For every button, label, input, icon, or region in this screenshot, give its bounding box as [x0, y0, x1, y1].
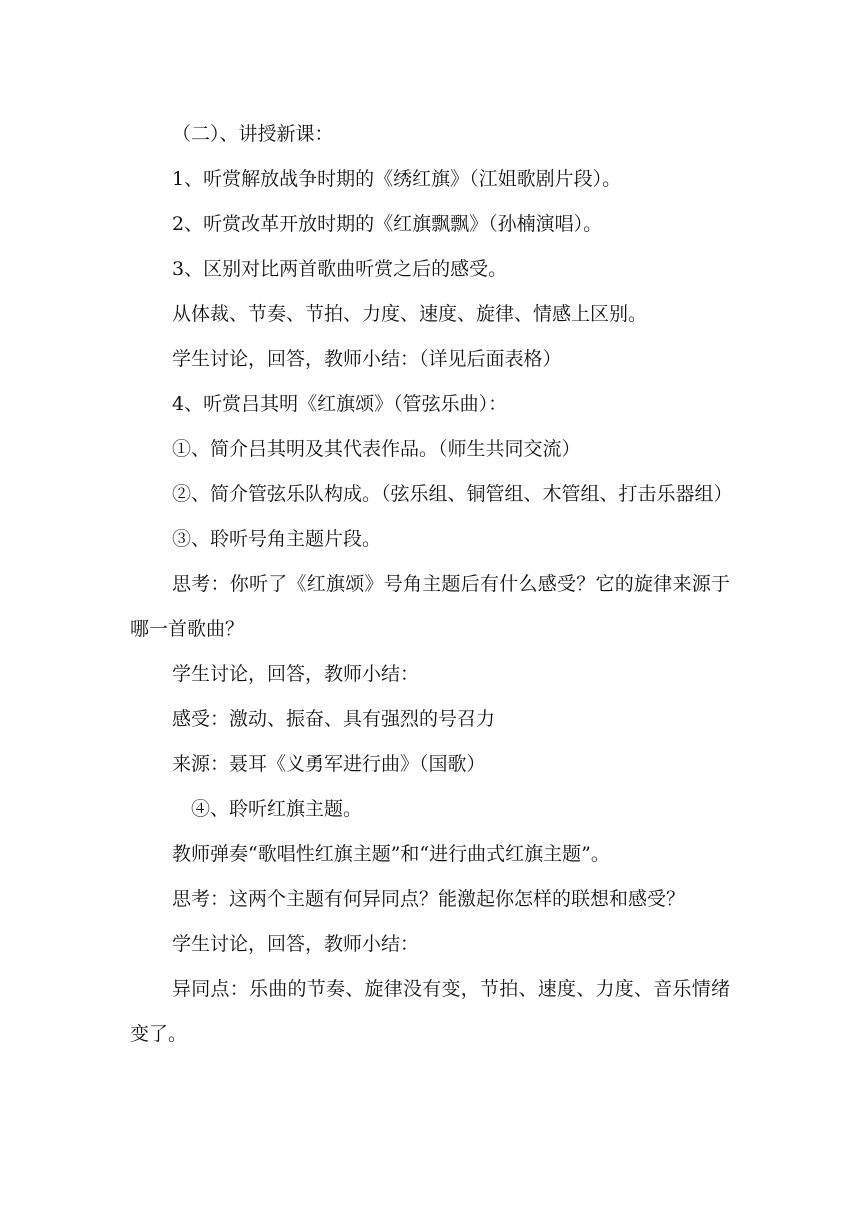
paragraph-teacher-play: 教师弹奏“歌唱性红旗主题”和“进行曲式红旗主题”。: [172, 843, 610, 865]
paragraph-source: 来源：聂耳《义勇军进行曲》（国歌）: [172, 753, 486, 775]
paragraph-sub-2: ②、简介管弦乐队构成。（弦乐组、铜管组、木管组、打击乐器组）: [172, 483, 733, 505]
paragraph-item-2: 2、听赏改革开放时期的《红旗飘飘》（孙楠演唱）。: [172, 213, 603, 235]
paragraph-discussion-3: 学生讨论，回答，教师小结：: [172, 933, 420, 955]
paragraph-discussion: 学生讨论，回答，教师小结：（详见后面表格）: [172, 348, 562, 370]
paragraph-discussion-2: 学生讨论，回答，教师小结：: [172, 663, 420, 685]
paragraph-item-3: 3、区别对比两首歌曲听赏之后的感受。: [172, 258, 508, 280]
paragraph-sub-1: ①、简介吕其明及其代表作品。（师生共同交流）: [172, 438, 581, 460]
paragraph-sub-4: ④、聆听红旗主题。: [191, 798, 363, 820]
paragraph-comparison: 从体裁、节奏、节拍、力度、速度、旋律、情感上区别。: [172, 303, 648, 325]
paragraph-question-1: 思考：你听了《红旗颂》号角主题后有什么感受？它的旋律来源于哪一首歌曲？: [130, 573, 730, 640]
paragraph-item-1: 1、听赏解放战争时期的《绣红旗》（江姐歌剧片段）。: [172, 168, 622, 190]
paragraph-item-4: 4、听赏吕其明《红旗颂》（管弦乐曲）：: [172, 393, 508, 415]
paragraph-feeling: 感受：激动、振奋、具有强烈的号召力: [172, 708, 496, 730]
section-heading: （二）、讲授新课：: [172, 123, 334, 145]
paragraph-question-2: 思考：这两个主题有何异同点？能激起你怎样的联想和感受？: [172, 888, 686, 910]
paragraph-sub-3: ③、聆听号角主题片段。: [172, 528, 382, 550]
paragraph-differences: 异同点：乐曲的节奏、旋律没有变，节拍、速度、力度、音乐情绪变了。: [130, 978, 730, 1045]
document-body: [130, 112, 733, 1057]
